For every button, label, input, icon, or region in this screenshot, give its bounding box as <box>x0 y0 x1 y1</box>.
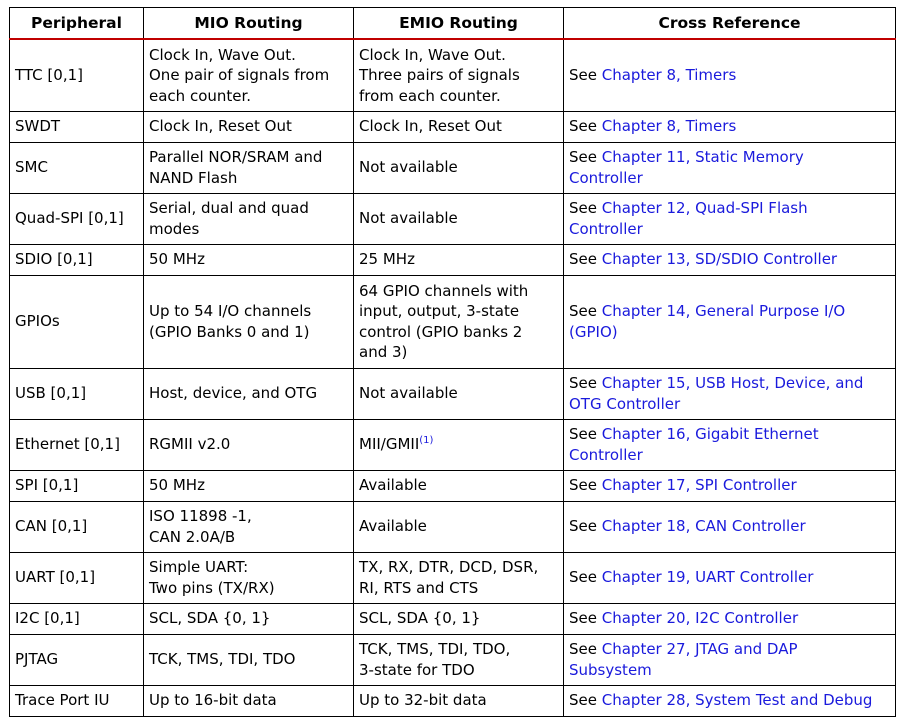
see-prefix: See <box>569 691 602 710</box>
cell-peripheral: SMC <box>10 142 144 193</box>
table-row <box>10 470 896 501</box>
mio-line: each counter. <box>149 86 252 105</box>
cell-emio-routing <box>354 244 564 275</box>
cell-peripheral: SPI [0,1] <box>10 470 144 501</box>
cell-peripheral: PJTAG <box>10 634 144 685</box>
cell-mio-routing <box>144 470 354 501</box>
cell-emio-routing <box>354 419 564 470</box>
emio-line: Available <box>359 476 427 495</box>
mio-line: Up to 16-bit data <box>149 691 277 710</box>
mio-line: Host, device, and OTG <box>149 384 318 403</box>
mio-line: modes <box>149 219 200 238</box>
cell-emio-routing <box>354 111 564 142</box>
mio-line: Up to 54 I/O channels <box>149 302 312 320</box>
reference-line <box>569 424 890 445</box>
cell-mio-routing <box>144 111 354 142</box>
cell-emio-routing <box>354 275 564 368</box>
cell-cross-reference <box>564 244 896 275</box>
emio-text: MII/GMII <box>359 435 420 454</box>
table-row <box>10 368 896 419</box>
chapter-link[interactable]: Chapter 18, CAN Controller <box>601 517 806 536</box>
cell-cross-reference <box>564 275 896 368</box>
chapter-link[interactable]: Controller <box>569 219 643 238</box>
mio-line: ISO 11898 -1, <box>149 507 252 525</box>
table-row <box>10 603 896 634</box>
emio-line: control (GPIO banks 2 <box>359 322 523 341</box>
cell-peripheral: Quad-SPI [0,1] <box>10 193 144 244</box>
mio-line: Parallel NOR/SRAM and <box>149 148 323 166</box>
table-row <box>10 193 896 244</box>
emio-line: 3-state for TDO <box>359 660 475 679</box>
see-prefix: See <box>569 302 602 320</box>
emio-line: TX, RX, DTR, DCD, DSR, <box>359 558 539 576</box>
emio-line: RI, RTS and CTS <box>359 578 479 597</box>
cell-cross-reference <box>564 685 896 716</box>
mio-line: NAND Flash <box>149 168 238 187</box>
reference-line <box>569 445 890 466</box>
cell-mio-routing <box>144 603 354 634</box>
reference-line <box>569 249 890 270</box>
chapter-link[interactable]: Chapter 27, JTAG and DAP <box>601 640 798 658</box>
cell-emio-routing <box>354 142 564 193</box>
chapter-link[interactable]: Chapter 8, Timers <box>601 117 737 136</box>
see-prefix: See <box>569 66 602 84</box>
emio-line: input, output, 3-state <box>359 302 520 320</box>
header-emio-routing: EMIO Routing <box>354 8 564 40</box>
table-row <box>10 634 896 685</box>
mio-line: Serial, dual and quad <box>149 199 309 217</box>
see-prefix: See <box>569 476 602 495</box>
cell-emio-routing <box>354 501 564 552</box>
emio-line: Not available <box>359 158 458 177</box>
table-row <box>10 419 896 470</box>
table-body <box>10 39 896 716</box>
cell-emio-routing <box>354 470 564 501</box>
chapter-link[interactable]: (GPIO) <box>569 322 618 341</box>
see-prefix: See <box>569 425 602 443</box>
mio-line: Clock In, Reset Out <box>149 117 292 136</box>
chapter-link[interactable]: Chapter 14, General Purpose I/O <box>601 302 846 320</box>
mio-line: RGMII v2.0 <box>149 435 231 454</box>
cell-emio-routing <box>354 193 564 244</box>
emio-line: Three pairs of signals <box>359 66 520 84</box>
emio-line: Not available <box>359 384 458 403</box>
reference-line <box>569 660 890 681</box>
table-row <box>10 552 896 603</box>
chapter-link[interactable]: Chapter 19, UART Controller <box>601 568 814 587</box>
reference-line <box>569 567 890 588</box>
emio-line: Clock In, Reset Out <box>359 117 502 136</box>
reference-line <box>569 475 890 496</box>
see-prefix: See <box>569 374 602 392</box>
chapter-link[interactable]: Controller <box>569 168 643 187</box>
reference-line <box>569 639 890 660</box>
header-cross-reference: Cross Reference <box>564 8 896 40</box>
reference-line <box>569 516 890 537</box>
emio-line: 25 MHz <box>359 250 415 269</box>
cell-cross-reference <box>564 39 896 111</box>
cell-cross-reference <box>564 368 896 419</box>
table-row <box>10 111 896 142</box>
cell-mio-routing <box>144 142 354 193</box>
table-row <box>10 244 896 275</box>
cell-peripheral: TTC [0,1] <box>10 39 144 111</box>
mio-line: Simple UART: <box>149 558 249 576</box>
cell-cross-reference <box>564 111 896 142</box>
cell-peripheral: SDIO [0,1] <box>10 244 144 275</box>
cell-emio-routing <box>354 685 564 716</box>
cell-peripheral: Trace Port IU <box>10 685 144 716</box>
mio-line: SCL, SDA {0, 1} <box>149 609 271 628</box>
reference-line <box>569 116 890 137</box>
see-prefix: See <box>569 148 602 166</box>
cell-emio-routing <box>354 39 564 111</box>
footnote-link[interactable]: (1) <box>419 435 434 447</box>
chapter-link[interactable]: Chapter 13, SD/SDIO Controller <box>601 250 838 269</box>
emio-line: Clock In, Wave Out. <box>359 45 506 64</box>
chapter-link[interactable]: Controller <box>569 445 643 464</box>
mio-line: TCK, TMS, TDI, TDO <box>149 650 296 669</box>
see-prefix: See <box>569 250 602 269</box>
cell-peripheral: USB [0,1] <box>10 368 144 419</box>
header-peripheral: Peripheral <box>10 8 144 40</box>
see-prefix: See <box>569 568 602 587</box>
table-row <box>10 39 896 111</box>
emio-line: from each counter. <box>359 86 501 105</box>
header-mio-routing: MIO Routing <box>144 8 354 40</box>
emio-line: Not available <box>359 209 458 228</box>
reference-line <box>569 690 890 711</box>
chapter-link[interactable]: Chapter 16, Gigabit Ethernet <box>601 425 819 443</box>
chapter-link[interactable]: Chapter 17, SPI Controller <box>601 476 797 495</box>
chapter-link[interactable]: Chapter 20, I2C Controller <box>601 609 799 628</box>
emio-line: SCL, SDA {0, 1} <box>359 609 481 628</box>
cell-emio-routing <box>354 552 564 603</box>
cell-cross-reference <box>564 634 896 685</box>
mio-line: CAN 2.0A/B <box>149 527 236 546</box>
chapter-link[interactable]: Chapter 28, System Test and Debug <box>601 691 873 710</box>
chapter-link[interactable]: Chapter 15, USB Host, Device, and <box>601 374 864 392</box>
reference-line <box>569 322 890 343</box>
mio-line: (GPIO Banks 0 and 1) <box>149 322 310 341</box>
cell-peripheral: CAN [0,1] <box>10 501 144 552</box>
cell-mio-routing <box>144 419 354 470</box>
see-prefix: See <box>569 609 602 628</box>
cell-emio-routing <box>354 603 564 634</box>
table-row <box>10 501 896 552</box>
header-row <box>10 8 896 40</box>
cell-peripheral: GPIOs <box>10 275 144 368</box>
cell-cross-reference <box>564 603 896 634</box>
reference-line <box>569 147 890 168</box>
mio-line: One pair of signals from <box>149 66 330 84</box>
cell-cross-reference <box>564 193 896 244</box>
reference-line <box>569 301 890 322</box>
emio-line: and 3) <box>359 343 408 361</box>
see-prefix: See <box>569 640 602 658</box>
emio-line: TCK, TMS, TDI, TDO, <box>359 640 511 658</box>
see-prefix: See <box>569 117 602 136</box>
cell-mio-routing <box>144 552 354 603</box>
cell-mio-routing <box>144 275 354 368</box>
mio-line: 50 MHz <box>149 476 205 495</box>
cell-emio-routing <box>354 368 564 419</box>
see-prefix: See <box>569 517 602 536</box>
chapter-link[interactable]: Chapter 8, Timers <box>601 66 737 84</box>
cell-peripheral: I2C [0,1] <box>10 603 144 634</box>
cell-cross-reference <box>564 470 896 501</box>
cell-cross-reference <box>564 501 896 552</box>
mio-line: Clock In, Wave Out. <box>149 45 296 64</box>
chapter-link[interactable]: Chapter 12, Quad-SPI Flash <box>601 199 808 217</box>
emio-line: 64 GPIO channels with <box>359 281 529 300</box>
chapter-link[interactable]: OTG Controller <box>569 394 681 413</box>
reference-line <box>569 168 890 189</box>
reference-line <box>569 608 890 629</box>
cell-mio-routing <box>144 244 354 275</box>
cell-peripheral: Ethernet [0,1] <box>10 419 144 470</box>
emio-line: Available <box>359 517 427 536</box>
chapter-link[interactable]: Chapter 11, Static Memory <box>601 148 804 166</box>
cell-cross-reference <box>564 142 896 193</box>
table-row <box>10 275 896 368</box>
mio-line: 50 MHz <box>149 250 205 269</box>
cell-peripheral: UART [0,1] <box>10 552 144 603</box>
reference-line <box>569 65 890 86</box>
reference-line <box>569 198 890 219</box>
table-header <box>10 8 896 40</box>
reference-line <box>569 394 890 415</box>
emio-line: Up to 32-bit data <box>359 691 487 710</box>
cell-mio-routing <box>144 39 354 111</box>
reference-line <box>569 219 890 240</box>
cell-mio-routing <box>144 685 354 716</box>
cell-emio-routing <box>354 634 564 685</box>
table-row <box>10 685 896 716</box>
emio-line <box>359 434 558 455</box>
peripheral-routing-table <box>9 7 896 717</box>
cell-cross-reference <box>564 419 896 470</box>
cell-peripheral: SWDT <box>10 111 144 142</box>
cell-mio-routing <box>144 501 354 552</box>
cell-mio-routing <box>144 193 354 244</box>
table-row <box>10 142 896 193</box>
mio-line: Two pins (TX/RX) <box>149 578 275 597</box>
cell-mio-routing <box>144 634 354 685</box>
chapter-link[interactable]: Subsystem <box>569 660 652 679</box>
cell-mio-routing <box>144 368 354 419</box>
see-prefix: See <box>569 199 602 217</box>
cell-cross-reference <box>564 552 896 603</box>
reference-line <box>569 373 890 394</box>
